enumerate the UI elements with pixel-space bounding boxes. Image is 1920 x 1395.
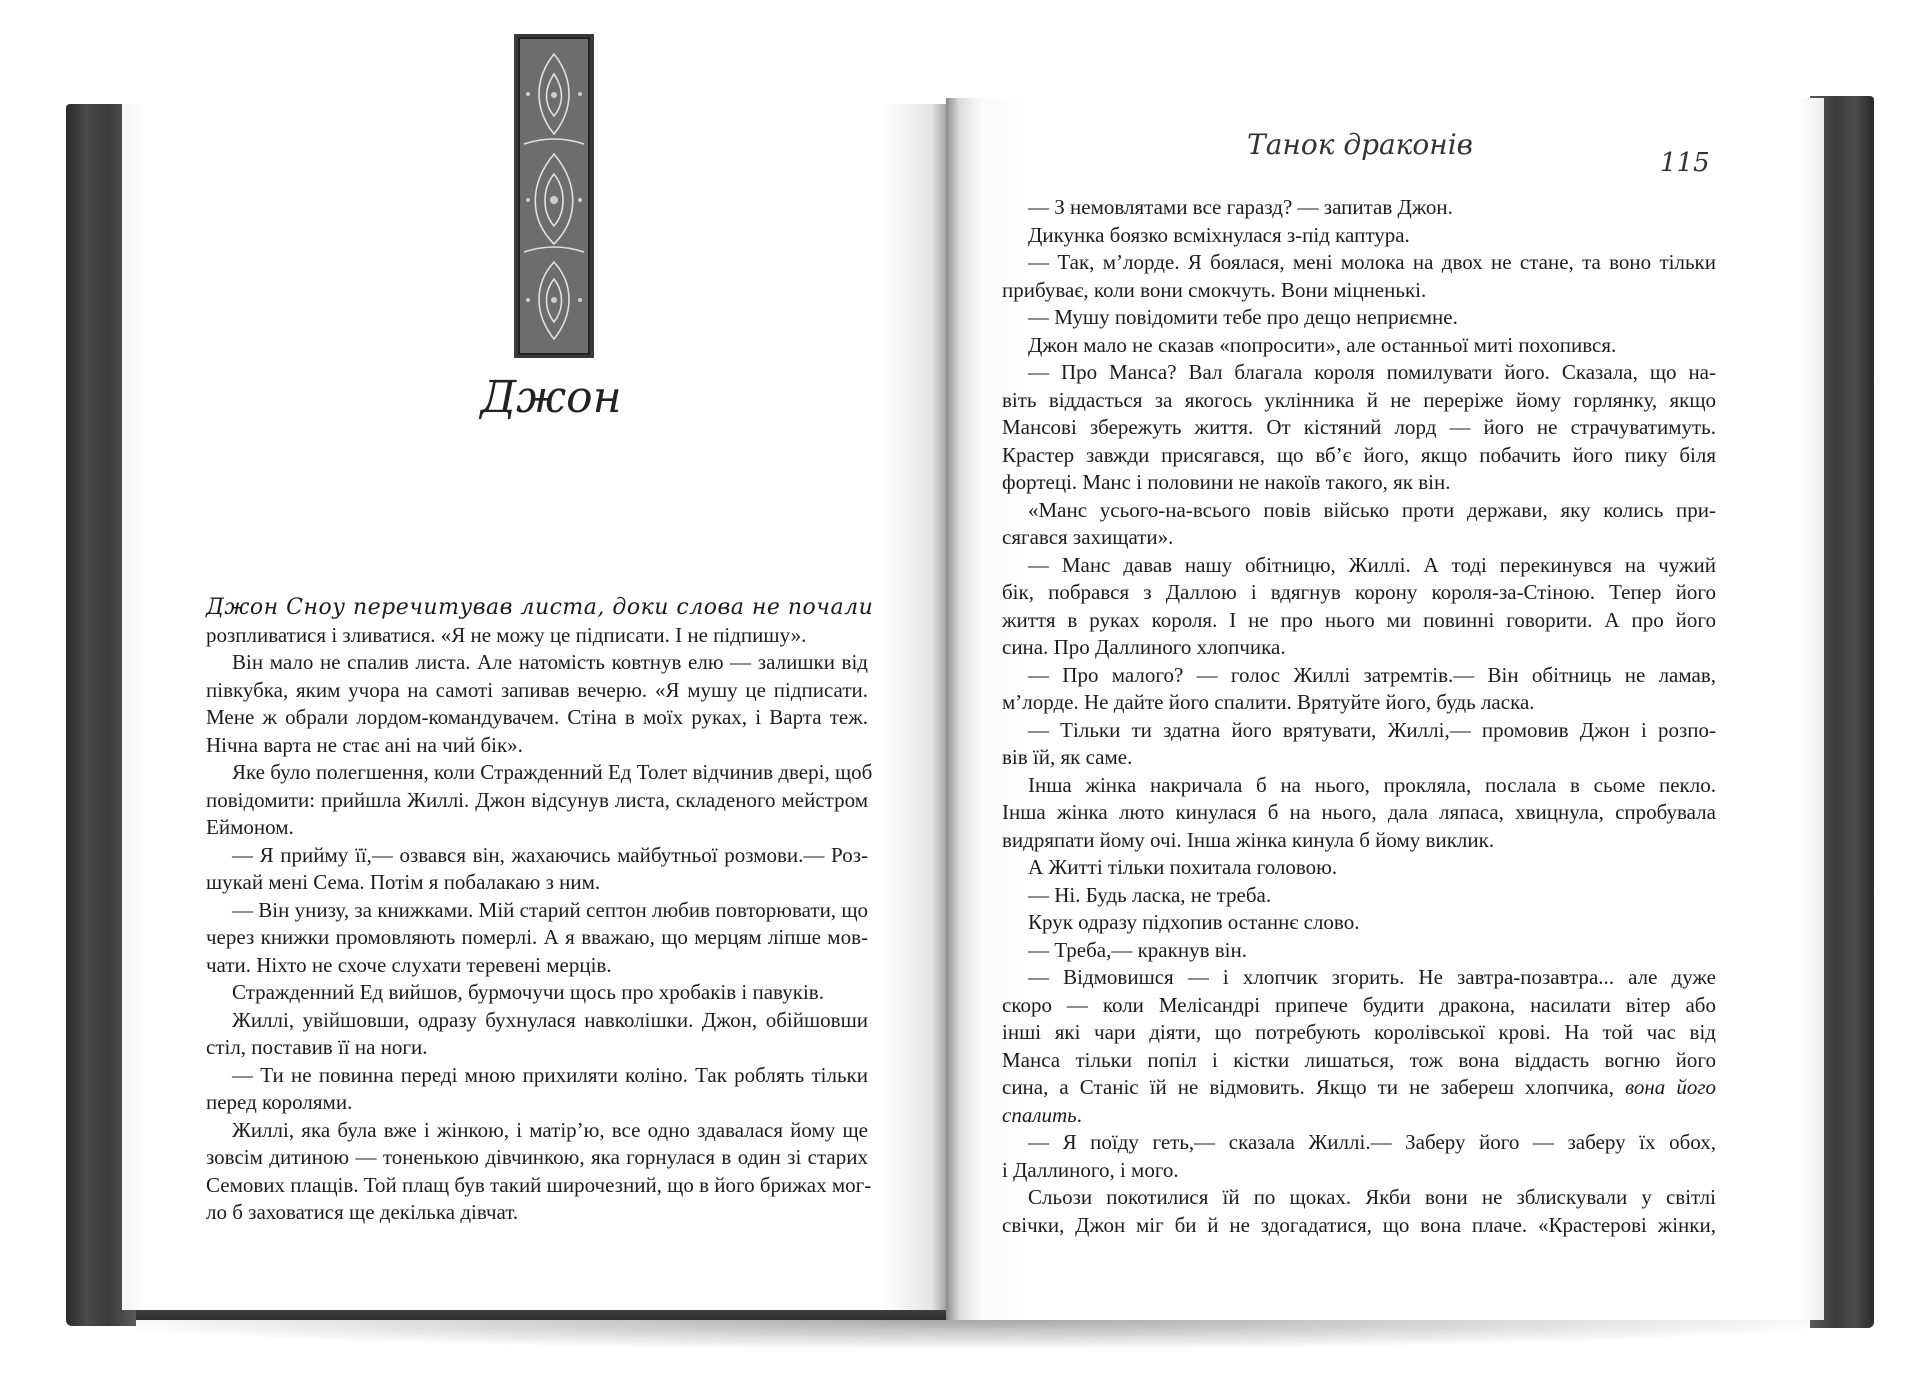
paragraph (1002, 909, 1716, 937)
text-line: чати. Ніхто не схоче слухати теревені мерців. (206, 952, 612, 977)
text-line: шукай мені Сема. Потім я побалакаю з ним. (206, 870, 601, 894)
left-page-text (206, 594, 874, 1227)
paragraph (1002, 882, 1716, 910)
text-line: віть віддасться за якогось уклінника й не переріже йому горлянку, якщо (1002, 387, 1716, 412)
text-line: фортеці. Манс і половини не накоїв такого, як він. (1002, 470, 1451, 494)
paragraph (206, 1117, 872, 1227)
text-line: Еймоном. (206, 815, 294, 839)
text-line: Дикунка боязко всміхнулася з-під каптура. (1028, 222, 1410, 247)
paragraph (1002, 964, 1716, 1129)
text-line: прибуває, коли вони смокчуть. Вони міцненькі. (1002, 277, 1427, 302)
text-line: свічки, Джон міг би й не здогадатися, що вона плаче. «Крастерові жінки, (1002, 1212, 1716, 1237)
text-line: А Житті тільки похитала головою. (1028, 855, 1338, 879)
text-line: Джон мало не сказав «попросити», але останньої миті похопився. (1028, 332, 1617, 357)
page-number: 115 (1660, 148, 1710, 178)
text-line: бік, побрався з Даллою і вдягнув корону короля-за-Стіною. Тепер його (1002, 580, 1716, 604)
text-line: — Я поїду геть,— сказала Жиллі.— Заберу його — заберу їх обох, (1028, 1130, 1716, 1154)
paragraph (1002, 359, 1716, 497)
text-line: — Треба,— кракнув він. (1028, 937, 1247, 962)
text-line: «Манс усього-на-всього повів військо проти держави, яку колись при- (1028, 497, 1716, 522)
text-line: — Я прийму її,— озвався він, жахаючись майбутньої розмови.— Роз- (232, 842, 868, 867)
paragraph (206, 897, 868, 980)
text-line: сягався захищати». (1002, 525, 1174, 549)
paragraph (1002, 304, 1716, 332)
text-line: Крастер завжди присягався, що вб’є його, якщо побачить його пику біля (1002, 442, 1716, 467)
text-line: скоро — коли Мелісандрі припече будити дракона, насилати вітер або (1002, 992, 1716, 1017)
text-line: і Даллиного, і мого. (1002, 1157, 1179, 1182)
text-line: життя в руках короля. І не про нього ми повинні говорити. А про його (1002, 607, 1716, 632)
paragraph (206, 1062, 868, 1117)
text-line: — Манс давав нашу обітницю, Жиллі. А тоді перекинувся на чужий (1028, 552, 1716, 577)
text-line: Жиллі, яка була вже і жінкою, і матір’ю, все одно здавалася йому ще (232, 1117, 868, 1142)
text-line: — Мушу повідомити тебе про дещо неприємне. (1028, 305, 1458, 329)
text-line: повідомити: прийшла Жиллі. Джон відсунув листа, складеного мейстром (206, 787, 868, 812)
text-line: — Відмовишся — і хлопчик згорить. Не завтра-позавтра... але дуже (1028, 965, 1716, 989)
text-span: . (1076, 1102, 1082, 1127)
text-line: через книжки промовляють померлі. А я вважаю, що мерцям ліпше мов- (206, 925, 868, 949)
emphasis-text: спалить (1002, 1102, 1077, 1127)
paragraph (206, 979, 868, 1007)
paragraph (1002, 222, 1716, 250)
text-line: Сльози покотилися їй по щоках. Якби вони не зблискували у світлі (1028, 1185, 1716, 1209)
text-line: Інша жінка накричала б на нього, прокляла, послала в сьоме пекло. (1028, 772, 1716, 797)
chapter-ornament-icon (514, 34, 594, 358)
text-line: перед королями. (206, 1090, 353, 1114)
paragraph (206, 1007, 868, 1062)
text-span: сина, а Станіс їй не відмовить. Якщо ти не забереш хлопчика, (1002, 1075, 1626, 1099)
opening-line: Джон Сноу перечитував листа, доки слова не почали (206, 595, 874, 620)
paragraph (1002, 717, 1716, 772)
text-line: — Ти не повинна переді мною прихиляти коліно. Так роблять тільки (232, 1062, 868, 1087)
chapter-title: Джон (480, 372, 622, 423)
text-line: Мене ж обрали лордом-командувачем. Стіна в моїх руках, і Варта теж. (206, 705, 868, 729)
text-line: — Ні. Будь ласка, не треба. (1028, 882, 1272, 907)
text-line: зовсім дитиною — тоненькою дівчинкою, яка горнулася в один зі старих (206, 1145, 868, 1169)
text-line: — Про Манса? Вал благала короля помилувати його. Сказала, що на- (1028, 360, 1716, 384)
emphasis-text: вона його (1625, 1075, 1717, 1099)
text-line: сина. Про Даллиного хлопчика. (1002, 635, 1286, 659)
paragraph (1002, 937, 1716, 965)
text-line: Манса тільки попіл і кістки лишаться, тож вона віддасть вогню його (1002, 1047, 1716, 1072)
text-line: — Він унизу, за книжками. Мій старий септон любив повторювати, що (232, 897, 868, 922)
text-line: Яке було полегшення, коли Стражденний Ед Толет відчинив двері, щоб (232, 760, 873, 784)
paragraph (1002, 497, 1716, 552)
text-line (1002, 1074, 1716, 1102)
text-line: Жиллі, увійшовши, одразу бухнулася навколішки. Джон, обійшовши (232, 1007, 868, 1032)
text-line: Крук одразу підхопив останнє слово. (1028, 910, 1360, 934)
text-line: Інша жінка люто кинулася б на нього, дала ляпаса, хвицнула, спробувала (1002, 800, 1716, 824)
text-line: Стражденний Ед вийшов, бурмочучи щось про хробаків і павуків. (232, 980, 824, 1004)
paragraph (206, 759, 873, 842)
paragraph (206, 842, 868, 897)
text-line: вів їй, як саме. (1002, 745, 1133, 769)
text-line: стіл, поставив її на ноги. (206, 1035, 428, 1059)
paragraph (206, 594, 874, 649)
text-line: м’лорде. Не дайте його спалити. Врятуйте його, будь ласка. (1002, 690, 1535, 714)
text-line: Нічна варта не стає ані на чий бік». (206, 732, 523, 757)
text-line: видряпати йому очі. Інша жінка кинула б йому виклик. (1002, 827, 1495, 852)
paragraph (1002, 552, 1716, 662)
text-line: ло б заховатися ще декілька дівчат. (206, 1200, 519, 1224)
text-line: інші які чари діяти, що потребують королівської крові. На той час від (1002, 1020, 1716, 1044)
text-line: Семових плащів. Той плащ був такий широчезний, що в його брижах мог- (206, 1172, 872, 1197)
right-page-text (1002, 194, 1716, 1239)
paragraph (1002, 1184, 1716, 1239)
text-line: — Тільки ти здатна його врятувати, Жиллі,— промовив Джон і розпо- (1028, 717, 1716, 742)
paragraph (1002, 194, 1716, 222)
text-line (1002, 1102, 1716, 1130)
text-line: — З немовлятами все гаразд? — запитав Джон. (1028, 195, 1453, 219)
text-line: розпливатися і зливатися. «Я не можу це підписати. І не підпишу». (206, 622, 807, 647)
text-line: півкубка, яким учора на самоті запивав вечерю. «Я мушу це підписати. (206, 677, 868, 702)
paragraph (206, 649, 868, 759)
paragraph (1002, 249, 1716, 304)
paragraph (1002, 332, 1716, 360)
text-line: Мансові збережуть життя. От кістяний лорд — його не страчуватимуть. (1002, 415, 1716, 439)
paragraph (1002, 1129, 1716, 1184)
paragraph (1002, 662, 1716, 717)
paragraph (1002, 854, 1716, 882)
text-line: — Так, м’лорде. Я боялася, мені молока на двох не стане, та воно тільки (1028, 250, 1716, 274)
text-line: Він мало не спалив листа. Але натомість ковтнув елю — залишки від (232, 650, 868, 674)
text-line: — Про малого? — голос Жиллі затремтів.— Він обітниць не ламав, (1028, 662, 1716, 687)
running-head-book-title: Танок драконів (1247, 128, 1473, 161)
paragraph (1002, 772, 1716, 855)
